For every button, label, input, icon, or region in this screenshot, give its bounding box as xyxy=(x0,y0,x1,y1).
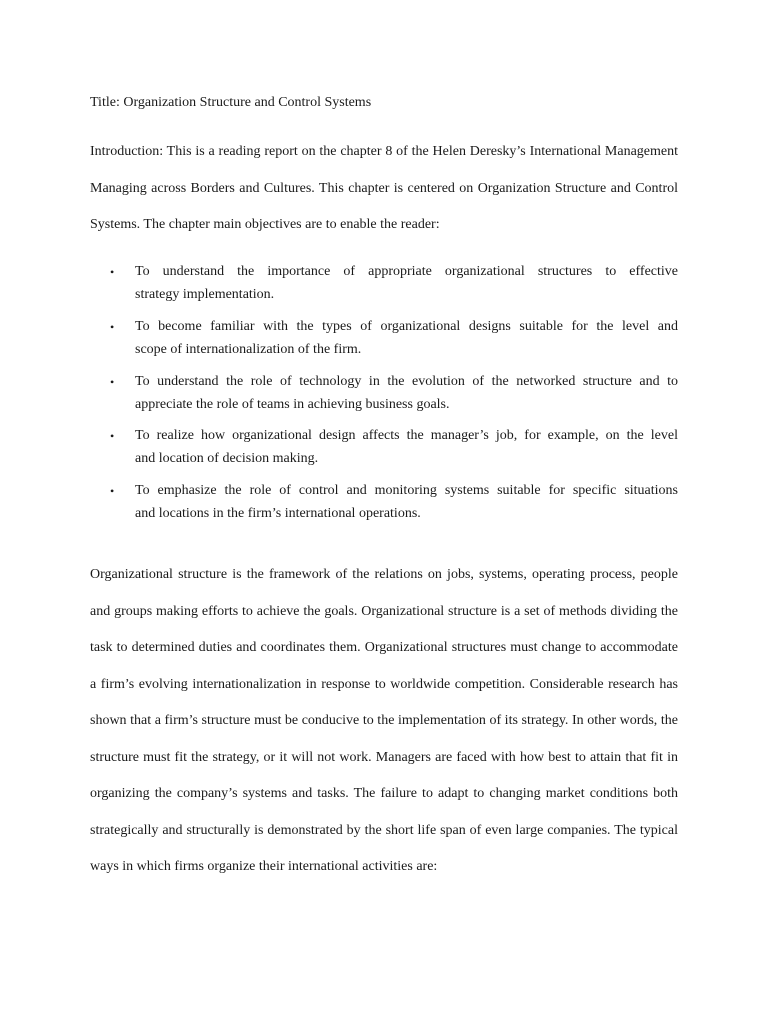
list-item xyxy=(90,309,678,364)
document-title: Title: Organization Structure and Control Systems xyxy=(90,95,372,110)
list-item xyxy=(90,364,678,419)
bullet-icon: • xyxy=(110,319,115,334)
list-item-line: scope of internationalization of the firm. xyxy=(135,341,362,357)
list-item-line: To emphasize the role of control and monitoring systems suitable for specific situations xyxy=(135,483,678,499)
list-item-line: To understand the role of technology in the evolution of the networked structure and to xyxy=(135,373,678,389)
introduction-paragraph: Introduction: This is a reading report on the chapter 8 of the Helen Deresky’s International Management Managing across Borders and Cultures. This chapter is centered on Organization Structure and Control Systems. The chapter main objectives are to enable the reader: xyxy=(90,144,678,232)
list-item-line: To realize how organizational design affects the manager’s job, for example, on the level xyxy=(135,428,678,444)
bullet-icon: • xyxy=(110,429,115,444)
list-item-line: strategy implementation. xyxy=(135,287,275,302)
list-item-line: and locations in the firm’s international operations. xyxy=(135,506,421,522)
list-item-line: appreciate the role of teams in achieving business goals. xyxy=(135,396,450,412)
bullet-icon: • xyxy=(110,265,115,279)
bullet-icon: • xyxy=(110,374,115,389)
objectives-list xyxy=(90,254,678,528)
list-item-line: and location of decision making. xyxy=(135,451,319,467)
list-item-line: To understand the importance of appropriate organizational structures to effective xyxy=(135,264,678,279)
list-item-line: To become familiar with the types of organizational designs suitable for the level and xyxy=(135,318,678,334)
list-item xyxy=(90,418,678,473)
body-paragraph: Organizational structure is the framework of the relations on jobs, systems, operating process, people and groups making efforts to achieve the goals. Organizational structure is a set of methods dividing the task to determined duties and coordinates them. Organizational structures must change to accommodate a firm’s evolving internationalization in response to worldwide competition. Considerable research has shown that a firm’s structure must be conducive to the implementation of its strategy. In other words, the structure must fit the strategy, or it will not work. Managers are faced with how best to attain that fit in organizing the company’s systems and tasks. The failure to adapt to changing market conditions both strategically and structurally is demonstrated by the short life span of even large companies. The typical ways in which firms organize their international activities are: xyxy=(90,567,678,874)
list-item xyxy=(90,254,678,309)
bullet-icon: • xyxy=(110,484,115,499)
list-item xyxy=(90,473,678,528)
